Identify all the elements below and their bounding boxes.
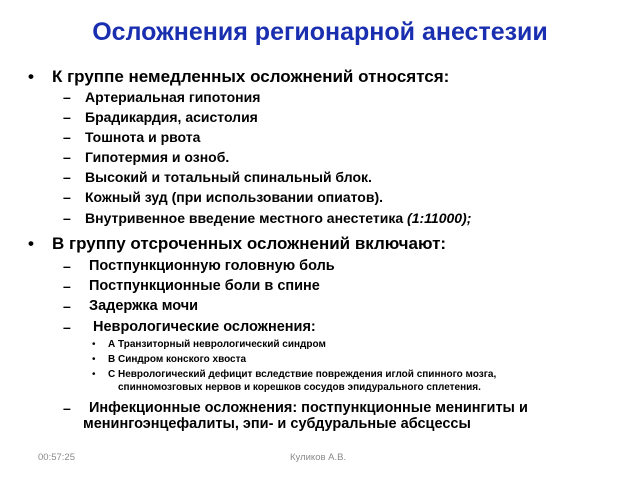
sub-bullet-icon: •: [92, 354, 96, 365]
dash-icon: –: [63, 189, 71, 205]
sub-list-item: В Синдром конского хвоста: [108, 354, 247, 365]
list-item: Постпункционную головную боль: [89, 258, 335, 274]
list-item: Тошнота и рвота: [85, 129, 201, 145]
sub-list-item-continuation: спинномозговых нервов и корешков сосудов эпидурального сплетения.: [118, 382, 481, 393]
dash-icon: –: [63, 89, 71, 105]
list-item: Брадикардия, асистолия: [85, 109, 258, 125]
sub-list-item: С Неврологический дефицит вследствие повреждения иглой спинного мозга,: [108, 369, 497, 380]
slide-title: Осложнения регионарной анестезии: [92, 18, 548, 46]
bullet-icon: •: [28, 67, 34, 86]
list-item-text: Внутривенное введение местного анестетика: [85, 210, 408, 226]
list-item: Кожный зуд (при использовании опиатов).: [85, 189, 383, 205]
list-item: Гипотермия и озноб.: [85, 149, 230, 165]
footer-time: 00:57:25: [38, 452, 75, 463]
dash-icon: –: [63, 149, 71, 165]
list-item: Постпункционные боли в спине: [89, 278, 320, 294]
section-heading-immediate: К группе немедленных осложнений относятся:: [52, 67, 450, 86]
footer-author: Куликов А.В.: [290, 452, 347, 463]
list-item-iv-anesthetic: [85, 210, 471, 226]
sub-bullet-icon: •: [92, 339, 96, 350]
dash-icon: –: [63, 298, 71, 314]
dash-icon: –: [63, 400, 71, 416]
list-item: Артериальная гипотония: [85, 89, 261, 105]
dash-icon: –: [63, 258, 71, 274]
list-item-ratio: (1:11000);: [407, 210, 472, 226]
list-item: Неврологические осложнения:: [93, 319, 316, 335]
sub-list-item: А Транзиторный неврологический синдром: [108, 339, 326, 350]
dash-icon: –: [63, 169, 71, 185]
dash-icon: –: [63, 109, 71, 125]
list-item-infectious: Инфекционные осложнения: постпункционные менингиты и: [89, 400, 528, 416]
list-item: Задержка мочи: [89, 298, 199, 314]
bullet-icon: •: [28, 234, 34, 253]
section-heading-delayed: В группу отсроченных осложнений включают:: [52, 234, 447, 253]
dash-icon: –: [63, 129, 71, 145]
dash-icon: –: [63, 278, 71, 294]
dash-icon: –: [63, 319, 71, 335]
list-item-infectious-continuation: менингоэнцефалиты, эпи- и субдуральные абсцессы: [83, 416, 471, 432]
list-item: Высокий и тотальный спинальный блок.: [85, 169, 372, 185]
dash-icon: –: [63, 210, 71, 226]
sub-bullet-icon: •: [92, 369, 96, 380]
